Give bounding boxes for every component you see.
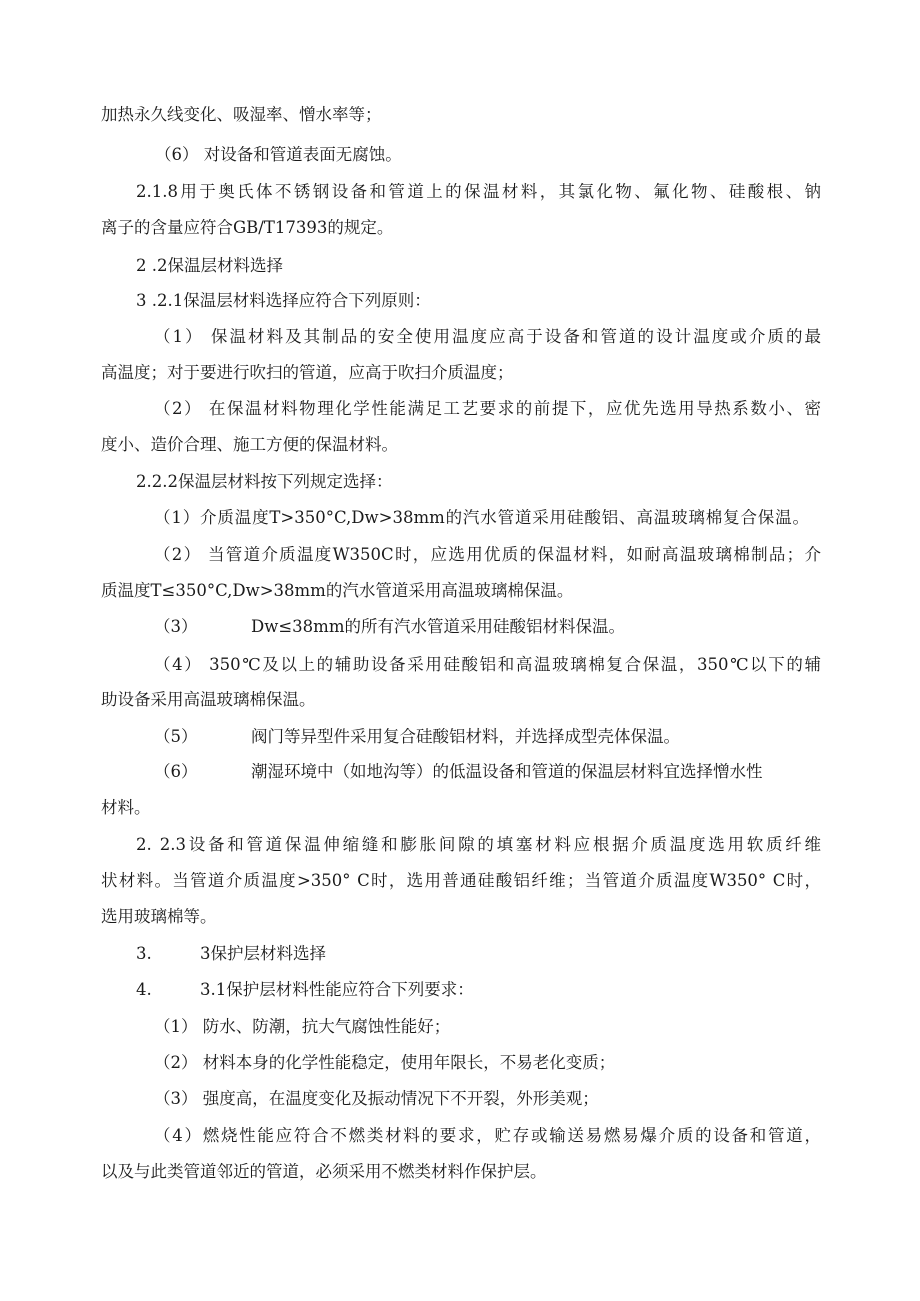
list-item bbox=[154, 617, 714, 637]
clause-text: 3.1保护层材料性能应符合下列要求： bbox=[200, 980, 474, 999]
list-number: （6） bbox=[154, 762, 198, 781]
text-line: 度小、造价合理、施工方便的保温材料。 bbox=[101, 435, 398, 454]
clause-number: 4. bbox=[136, 980, 152, 999]
clause-2-3-1 bbox=[136, 980, 556, 1000]
clause-2-2-2: 2.2.2保温层材料按下列规定选择： bbox=[136, 472, 393, 491]
clause-2-2-1: 3 .2.1保温层材料选择应符合下列原则： bbox=[136, 291, 431, 310]
text-line: 加热永久线变化、吸湿率、憎水率等； bbox=[101, 105, 382, 124]
section-heading-2-2: 2 .2保温层材料选择 bbox=[136, 256, 283, 275]
text-line: 高温度；对于要进行吹扫的管道，应高于吹扫介质温度； bbox=[101, 363, 514, 382]
clause-2-2-3: 2. 2.3设备和管道保温伸缩缝和膨胀间隙的填塞材料应根据介质温度选用软质纤维 bbox=[136, 835, 821, 854]
list-text: Dw≤38mm的所有汽水管道采用硅酸铝材料保温。 bbox=[251, 617, 625, 636]
list-item: （1） 保温材料及其制品的安全使用温度应高于设备和管道的设计温度或介质的最 bbox=[154, 327, 821, 346]
section-heading-2-3 bbox=[136, 944, 436, 964]
text-line: 助设备采用高温玻璃棉保温。 bbox=[101, 690, 316, 709]
text-line: 离子的含量应符合GB/T17393的规定。 bbox=[101, 218, 394, 237]
list-item: （4） 350℃及以上的辅助设备采用硅酸铝和高温玻璃棉复合保温，350℃以下的辅 bbox=[154, 655, 821, 674]
list-number: （3） bbox=[154, 617, 198, 636]
text-line: 状材料。当管道介质温度>350° C时，选用普通硅酸铝纤维；当管道介质温度W350° C时， bbox=[101, 871, 821, 890]
text-line: 以及与此类管道邻近的管道，必须采用不燃类材料作保护层。 bbox=[101, 1162, 547, 1181]
list-item: （4）燃烧性能应符合不燃类材料的要求，贮存或输送易燃易爆介质的设备和管道， bbox=[154, 1126, 821, 1145]
list-item bbox=[154, 727, 794, 747]
list-item: （2） 当管道介质温度W350C时，应选用优质的保温材料，如耐高温玻璃棉制品；介 bbox=[154, 545, 821, 564]
list-text: 潮湿环境中（如地沟等）的低温设备和管道的保温层材料宜选择憎水性 bbox=[251, 762, 763, 781]
list-item: （6） 对设备和管道表面无腐蚀。 bbox=[155, 145, 402, 164]
list-text: 阀门等异型件采用复合硅酸铝材料，并选择成型壳体保温。 bbox=[251, 727, 680, 746]
text-line: 材料。 bbox=[101, 798, 151, 817]
list-item: （1） 防水、防潮，抗大气腐蚀性能好； bbox=[154, 1017, 451, 1036]
list-item: （2） 在保温材料物理化学性能满足工艺要求的前提下，应优先选用导热系数小、密 bbox=[154, 399, 821, 418]
list-item: （3） 强度高，在温度变化及振动情况下不开裂，外形美观； bbox=[154, 1089, 599, 1108]
text-line: 质温度T≤350°C,Dw>38mm的汽水管道采用高温玻璃棉保温。 bbox=[101, 581, 574, 600]
list-item: （1）介质温度T>350°C,Dw>38mm的汽水管道采用硅酸铝、高温玻璃棉复合保温。 bbox=[154, 508, 809, 527]
list-item bbox=[154, 762, 821, 782]
heading-text: 3保护层材料选择 bbox=[200, 944, 326, 963]
list-item: （2） 材料本身的化学性能稳定，使用年限长，不易老化变质； bbox=[154, 1053, 616, 1072]
text-line: 选用玻璃棉等。 bbox=[101, 907, 217, 926]
list-number: （5） bbox=[154, 727, 198, 746]
heading-number: 3. bbox=[136, 944, 152, 963]
clause-2-1-8: 2.1.8用于奥氏体不锈钢设备和管道上的保温材料，其氯化物、氟化物、硅酸根、钠 bbox=[136, 182, 821, 201]
